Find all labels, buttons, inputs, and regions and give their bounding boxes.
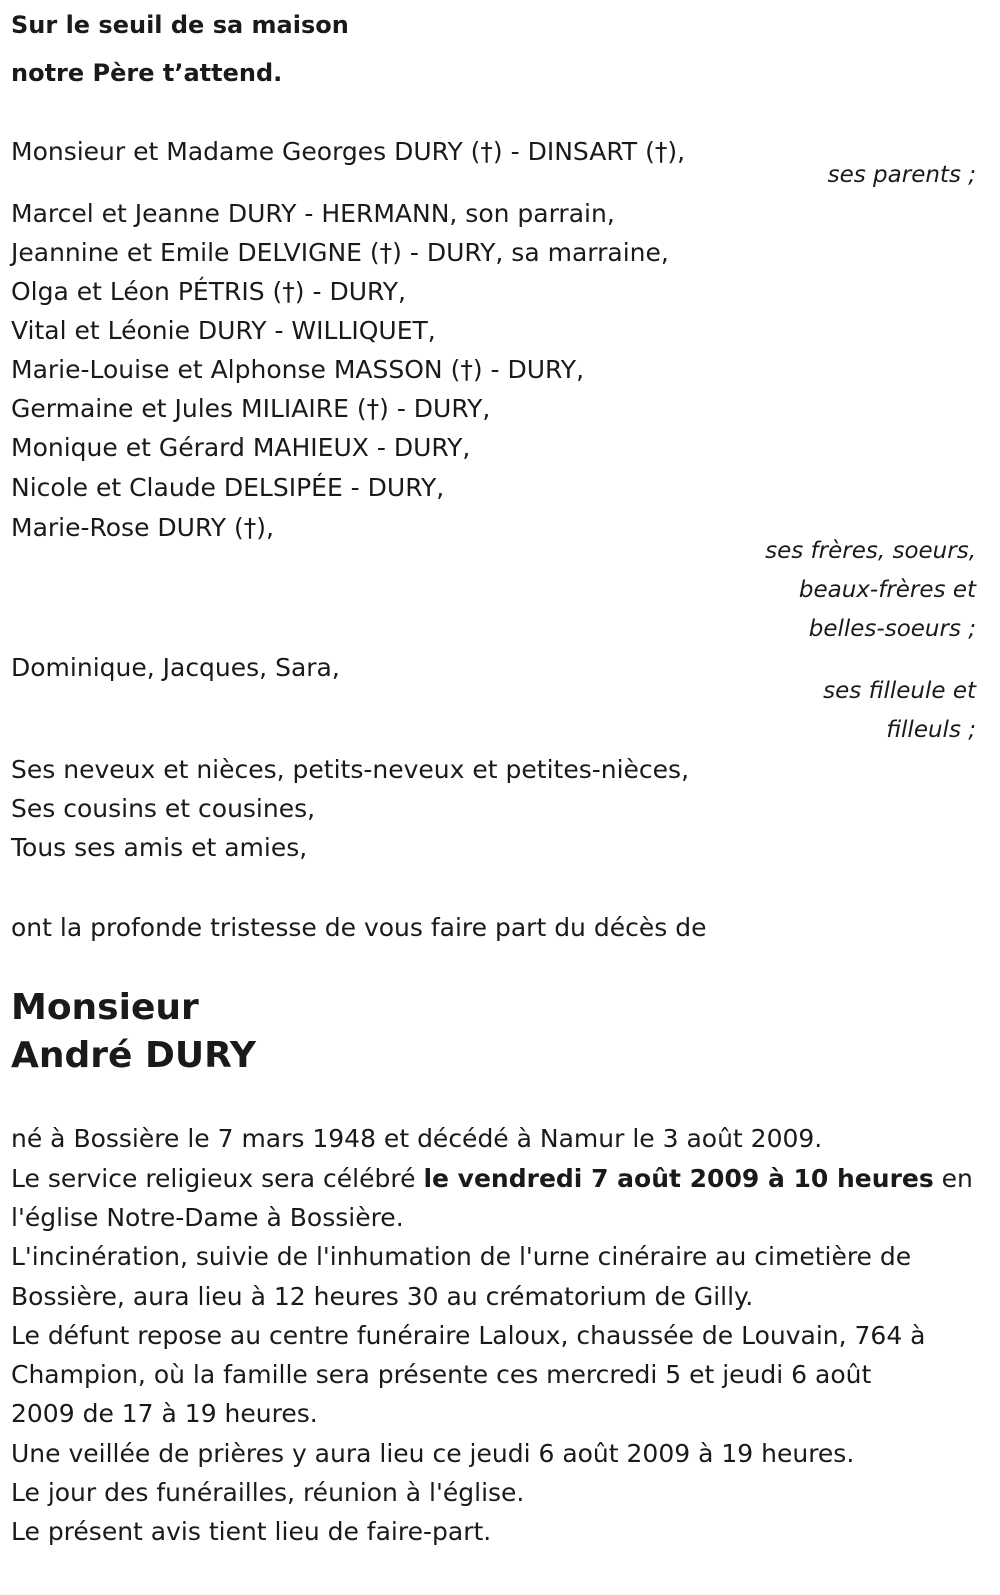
- service-text-end: en: [933, 1164, 973, 1193]
- relatives-line: Ses neveux et nièces, petits-neveux et petites-nièces,: [11, 755, 690, 784]
- service-line: [11, 1162, 973, 1196]
- epigraph-line-2: notre Père t’attend.: [11, 59, 283, 87]
- sibling-line: Nicole et Claude DELSIPÉE - DURY,: [11, 473, 445, 502]
- service-text: Le service religieux sera célébré: [11, 1164, 424, 1193]
- sibling-line: Monique et Gérard MAHIEUX - DURY,: [11, 433, 471, 462]
- deceased-name: André DURY: [11, 1035, 256, 1076]
- sibling-line: Marie-Louise et Alphonse MASSON (†) - DURY,: [11, 355, 585, 384]
- siblings-relation: belles-soeurs ;: [808, 616, 976, 642]
- closing-line: Le jour des funérailles, réunion à l'église.: [11, 1478, 525, 1507]
- incineration-line: Bossière, aura lieu à 12 heures 30 au crématorium de Gilly.: [11, 1282, 754, 1311]
- sibling-line: Germaine et Jules MILIAIRE (†) - DURY,: [11, 394, 491, 423]
- relatives-line: Ses cousins et cousines,: [11, 794, 316, 823]
- repose-line: Le défunt repose au centre funéraire Laloux, chaussée de Louvain, 764 à: [11, 1321, 926, 1350]
- parents-relation: ses parents ;: [827, 162, 976, 188]
- epigraph-line-1: Sur le seuil de sa maison: [11, 11, 349, 39]
- repose-line: Champion, où la famille sera présente ces mercredi 5 et jeudi 6 août: [11, 1360, 872, 1389]
- deceased-title: Monsieur: [11, 987, 199, 1028]
- service-date: le vendredi 7 août 2009 à 10 heures: [423, 1164, 934, 1193]
- birth-death-line: né à Bossière le 7 mars 1948 et décédé à Namur le 3 août 2009.: [11, 1124, 823, 1153]
- closing-line: Une veillée de prières y aura lieu ce jeudi 6 août 2009 à 19 heures.: [11, 1439, 855, 1468]
- relatives-line: Tous ses amis et amies,: [11, 833, 308, 862]
- incineration-line: L'incinération, suivie de l'inhumation de l'urne cinéraire au cimetière de: [11, 1242, 912, 1271]
- sibling-line: Jeannine et Emile DELVIGNE (†) - DURY, sa marraine,: [11, 238, 669, 267]
- godchildren-relation: ses filleule et: [823, 678, 976, 704]
- closing-line: Le présent avis tient lieu de faire-part.: [11, 1517, 492, 1546]
- repose-line: 2009 de 17 à 19 heures.: [11, 1399, 318, 1428]
- siblings-relation: beaux-frères et: [798, 577, 976, 603]
- godchildren-relation: filleuls ;: [886, 717, 976, 743]
- sibling-line: Olga et Léon PÉTRIS (†) - DURY,: [11, 277, 407, 306]
- sibling-line: Marie-Rose DURY (†),: [11, 513, 274, 542]
- parents-line: Monsieur et Madame Georges DURY (†) - DINSART (†),: [11, 137, 686, 166]
- announcement-line: ont la profonde tristesse de vous faire part du décès de: [11, 913, 707, 942]
- godchildren-line: Dominique, Jacques, Sara,: [11, 653, 340, 682]
- sibling-line: Marcel et Jeanne DURY - HERMANN, son parrain,: [11, 199, 615, 228]
- siblings-relation: ses frères, soeurs,: [765, 538, 976, 564]
- service-line-2: l'église Notre-Dame à Bossière.: [11, 1203, 404, 1232]
- sibling-line: Vital et Léonie DURY - WILLIQUET,: [11, 316, 436, 345]
